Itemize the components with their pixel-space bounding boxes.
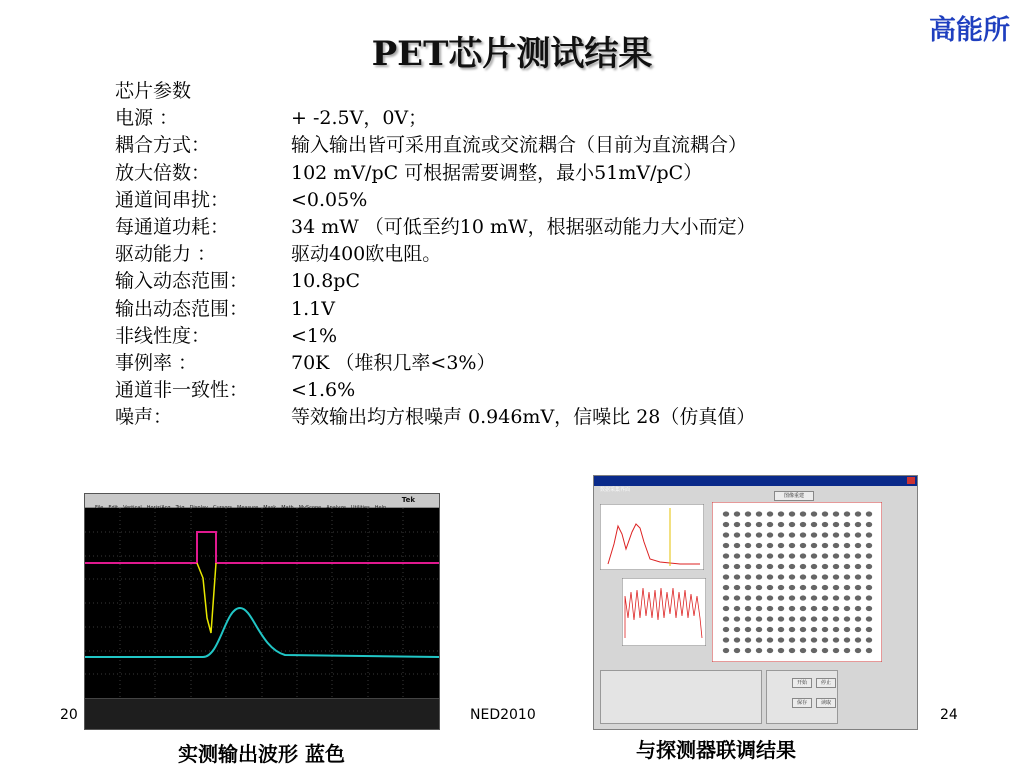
flood-spot: [833, 511, 839, 516]
flood-spot: [866, 585, 872, 590]
flood-spot: [767, 511, 773, 516]
flood-spot: [745, 637, 751, 642]
flood-spot: [811, 511, 817, 516]
flood-spot: [844, 616, 850, 621]
flood-spot: [745, 595, 751, 600]
flood-spot: [767, 606, 773, 611]
flood-spot: [756, 585, 762, 590]
param-key: 放大倍数：: [115, 161, 211, 184]
flood-spot: [734, 574, 740, 579]
flood-spot: [745, 564, 751, 569]
flood-spot: [756, 627, 762, 632]
params-list: [115, 105, 756, 431]
flood-spot: [734, 532, 740, 537]
param-value: 驱动400欧电阻。: [291, 243, 442, 266]
flood-spot: [866, 532, 872, 537]
flood-spot: [778, 564, 784, 569]
flood-spot: [789, 511, 795, 516]
flood-spot: [855, 595, 861, 600]
flood-spot: [756, 564, 762, 569]
flood-spot: [789, 543, 795, 548]
reconstruct-button[interactable]: 图像重建: [774, 491, 814, 501]
flood-spot: [767, 637, 773, 642]
flood-spot: [723, 553, 729, 558]
param-row: [115, 187, 756, 214]
flood-spot: [855, 627, 861, 632]
daq-settings-panel: [600, 670, 762, 724]
flood-spot: [767, 543, 773, 548]
flood-spot: [855, 564, 861, 569]
flood-spot: [844, 553, 850, 558]
flood-spot: [800, 553, 806, 558]
flood-spot: [756, 532, 762, 537]
slide-title: PET芯片测试结果: [371, 34, 653, 74]
flood-spot: [822, 574, 828, 579]
flood-spot: [800, 574, 806, 579]
flood-spot: [723, 543, 729, 548]
params-heading: 芯片参数: [115, 80, 192, 102]
param-row: [115, 132, 756, 159]
flood-spot: [789, 564, 795, 569]
flood-spot: [734, 595, 740, 600]
flood-spot: [811, 532, 817, 537]
flood-spot: [822, 585, 828, 590]
flood-spot: [855, 522, 861, 527]
flood-spot: [778, 627, 784, 632]
flood-spot: [723, 585, 729, 590]
flood-spot: [833, 574, 839, 579]
flood-spot: [756, 648, 762, 653]
flood-spot: [745, 532, 751, 537]
param-value: 102 mV/pC 可根据需要调整，最小51mV/pC）: [291, 161, 703, 184]
param-key: 输入动态范围：: [115, 270, 249, 293]
flood-spot: [723, 616, 729, 621]
flood-spot: [734, 606, 740, 611]
flood-spot: [734, 616, 740, 621]
flood-spot: [833, 553, 839, 558]
flood-spot: [855, 637, 861, 642]
flood-spot: [855, 616, 861, 621]
flood-spot: [800, 564, 806, 569]
flood-spot: [723, 648, 729, 653]
flood-spot: [844, 606, 850, 611]
param-row: [115, 268, 756, 295]
flood-spot: [844, 511, 850, 516]
flood-spot: [811, 585, 817, 590]
flood-spot: [778, 616, 784, 621]
flood-spot: [767, 595, 773, 600]
flood-spot: [800, 648, 806, 653]
flood-spot: [745, 648, 751, 653]
flood-spot: [800, 627, 806, 632]
flood-spot: [844, 532, 850, 537]
daq-title: 数据采集界面: [600, 487, 631, 493]
flood-spot: [745, 522, 751, 527]
flood-spot: [822, 553, 828, 558]
flood-spot: [789, 532, 795, 537]
flood-spot: [822, 532, 828, 537]
flood-spot: [778, 637, 784, 642]
flood-spot: [833, 606, 839, 611]
param-value: 10.8pC: [291, 270, 361, 293]
flood-spot: [811, 595, 817, 600]
flood-spot: [844, 522, 850, 527]
flood-spot: [789, 553, 795, 558]
flood-spot: [800, 585, 806, 590]
flood-spot: [778, 522, 784, 527]
flood-spot: [866, 616, 872, 621]
param-row: [115, 160, 756, 187]
flood-spot: [734, 648, 740, 653]
flood-spot: [767, 564, 773, 569]
flood-spot: [734, 553, 740, 558]
flood-spot: [745, 616, 751, 621]
flood-map-image: [712, 502, 882, 662]
flood-spot: [723, 627, 729, 632]
param-value: 70K （堆积几率<3%）: [291, 352, 496, 375]
scope-display: [85, 508, 439, 698]
param-value: 输入输出皆可采用直流或交流耦合（目前为直流耦合）: [291, 134, 748, 157]
flood-spot: [811, 637, 817, 642]
flood-spot: [723, 574, 729, 579]
flood-spot: [778, 585, 784, 590]
scope-status-bar: [85, 698, 439, 730]
flood-spot: [734, 637, 740, 642]
flood-spot: [866, 511, 872, 516]
flood-spot: [734, 522, 740, 527]
chip-params: [115, 78, 756, 432]
flood-spot: [866, 606, 872, 611]
flood-spot: [822, 595, 828, 600]
flood-spot: [800, 616, 806, 621]
flood-spot: [800, 522, 806, 527]
footer-conference: NED2010: [470, 707, 536, 723]
param-key: 非线性度：: [115, 324, 211, 347]
flood-spot: [833, 564, 839, 569]
oscilloscope-screenshot: [84, 493, 440, 730]
flood-spot: [822, 543, 828, 548]
flood-spot: [767, 585, 773, 590]
flood-spot: [844, 595, 850, 600]
flood-spot: [723, 511, 729, 516]
param-value: <1.6%: [291, 379, 356, 402]
flood-spot: [789, 637, 795, 642]
flood-spot: [745, 574, 751, 579]
param-row: [115, 377, 756, 404]
flood-spot: [866, 522, 872, 527]
flood-spot: [833, 627, 839, 632]
flood-spot: [756, 595, 762, 600]
flood-spot: [844, 543, 850, 548]
flood-spot: [778, 648, 784, 653]
flood-spot: [756, 637, 762, 642]
flood-spot: [855, 543, 861, 548]
footer-left: 20: [60, 707, 78, 723]
flood-spot: [844, 574, 850, 579]
flood-spot: [745, 553, 751, 558]
flood-spot: [778, 511, 784, 516]
flood-spot: [745, 511, 751, 516]
flood-spot: [734, 511, 740, 516]
flood-spot: [844, 637, 850, 642]
scope-caption: 实测输出波形 蓝色: [178, 742, 345, 766]
daq-software-screenshot: [593, 475, 918, 730]
flood-spot: [822, 522, 828, 527]
flood-spot: [723, 595, 729, 600]
energy-spectrum-plot: [600, 504, 704, 570]
flood-spot: [778, 595, 784, 600]
flood-spot: [800, 595, 806, 600]
flood-spot: [778, 532, 784, 537]
flood-spot: [833, 522, 839, 527]
flood-spot: [866, 648, 872, 653]
flood-spot: [866, 637, 872, 642]
flood-spot: [789, 595, 795, 600]
flood-spot: [833, 616, 839, 621]
flood-spot: [789, 627, 795, 632]
page-number: 24: [940, 707, 958, 723]
flood-spot: [734, 564, 740, 569]
flood-spot: [855, 574, 861, 579]
flood-spot: [767, 616, 773, 621]
start-button[interactable]: 开始: [792, 678, 812, 688]
param-key: 每通道功耗：: [115, 216, 230, 239]
waveform-plot: [622, 578, 706, 646]
flood-spot: [723, 532, 729, 537]
param-row: [115, 404, 756, 431]
flood-spot: [723, 606, 729, 611]
flood-spot: [778, 574, 784, 579]
flood-spot: [811, 564, 817, 569]
close-icon: [907, 477, 915, 484]
flood-spot: [811, 574, 817, 579]
flood-spot: [833, 595, 839, 600]
param-row: [115, 350, 756, 377]
flood-spot: [866, 564, 872, 569]
flood-spot: [800, 637, 806, 642]
param-key: 驱动能力 ：: [115, 243, 217, 266]
flood-spot: [789, 606, 795, 611]
param-row: [115, 323, 756, 350]
flood-spot: [833, 532, 839, 537]
flood-spot: [756, 543, 762, 548]
flood-spot: [811, 543, 817, 548]
flood-spot: [833, 648, 839, 653]
flood-spot: [822, 511, 828, 516]
flood-spot: [800, 543, 806, 548]
flood-spot: [866, 574, 872, 579]
param-key: 噪声：: [115, 406, 173, 429]
flood-spot: [745, 627, 751, 632]
flood-spot: [789, 616, 795, 621]
param-key: 通道间串扰：: [115, 188, 230, 211]
flood-spot: [833, 543, 839, 548]
flood-spot: [855, 648, 861, 653]
flood-spot: [778, 543, 784, 548]
param-value: 1.1V: [291, 297, 335, 320]
param-value: 等效输出均方根噪声 0.946mV，信噪比 28（仿真值）: [291, 406, 756, 429]
flood-spot: [811, 616, 817, 621]
param-key: 耦合方式：: [115, 134, 211, 157]
flood-spot: [756, 522, 762, 527]
flood-spot: [866, 595, 872, 600]
flood-spot: [800, 606, 806, 611]
param-row: [115, 241, 756, 268]
flood-spot: [778, 553, 784, 558]
flood-spot: [866, 627, 872, 632]
flood-spot: [745, 585, 751, 590]
scope-brand: Tek: [401, 496, 415, 504]
flood-spot: [855, 606, 861, 611]
scope-menu-bar: [85, 494, 439, 508]
save-button[interactable]: 保存: [792, 698, 812, 708]
flood-spot: [767, 648, 773, 653]
flood-spot: [734, 585, 740, 590]
flood-spot: [767, 574, 773, 579]
flood-spot: [822, 564, 828, 569]
institute-logo-text: 高能所: [929, 15, 1010, 46]
flood-spot: [811, 627, 817, 632]
flood-spot: [844, 627, 850, 632]
flood-spot: [811, 522, 817, 527]
param-row: [115, 296, 756, 323]
flood-spot: [723, 522, 729, 527]
param-value: 34 mW （可低至约10 mW，根据驱动能力大小而定）: [291, 216, 756, 239]
flood-spot: [745, 606, 751, 611]
flood-spot: [844, 564, 850, 569]
flood-spot: [734, 543, 740, 548]
load-button[interactable]: 读取: [816, 698, 836, 708]
param-key: 电源 ：: [115, 107, 179, 130]
flood-spot: [756, 616, 762, 621]
flood-spot: [822, 627, 828, 632]
flood-spot: [789, 648, 795, 653]
flood-spot: [866, 543, 872, 548]
param-value: + -2.5V，0V；: [291, 107, 428, 130]
flood-spot: [756, 606, 762, 611]
flood-spot: [844, 585, 850, 590]
flood-spot: [855, 511, 861, 516]
param-value: <1%: [291, 324, 338, 347]
flood-spot: [756, 553, 762, 558]
flood-spot: [822, 637, 828, 642]
flood-spot: [789, 522, 795, 527]
flood-spot: [822, 606, 828, 611]
flood-spot: [811, 606, 817, 611]
flood-spot: [844, 648, 850, 653]
flood-spot: [822, 616, 828, 621]
flood-spot: [756, 574, 762, 579]
param-key: 事例率 ：: [115, 352, 198, 375]
flood-spot: [822, 648, 828, 653]
flood-spot: [855, 585, 861, 590]
param-row: [115, 105, 756, 132]
flood-spot: [789, 585, 795, 590]
stop-button[interactable]: 停止: [816, 678, 836, 688]
flood-spot: [855, 553, 861, 558]
daq-caption: 与探测器联调结果: [636, 738, 796, 762]
flood-spot: [833, 585, 839, 590]
param-row: [115, 214, 756, 241]
flood-spot: [745, 543, 751, 548]
param-key: 通道非一致性：: [115, 379, 249, 402]
flood-spot: [756, 511, 762, 516]
flood-spot: [866, 553, 872, 558]
flood-spot: [800, 532, 806, 537]
flood-spot: [811, 553, 817, 558]
flood-spot: [855, 532, 861, 537]
flood-spot: [778, 606, 784, 611]
flood-spot: [767, 522, 773, 527]
daq-title-bar: [594, 476, 917, 493]
flood-spot: [767, 553, 773, 558]
flood-spot: [723, 564, 729, 569]
flood-spot: [800, 511, 806, 516]
param-value: <0.05%: [291, 188, 368, 211]
flood-spot: [811, 648, 817, 653]
flood-spot: [833, 637, 839, 642]
param-key: 输出动态范围：: [115, 297, 249, 320]
flood-spot: [767, 532, 773, 537]
flood-spot: [723, 637, 729, 642]
flood-spot: [789, 574, 795, 579]
flood-spot: [767, 627, 773, 632]
flood-spot: [734, 627, 740, 632]
